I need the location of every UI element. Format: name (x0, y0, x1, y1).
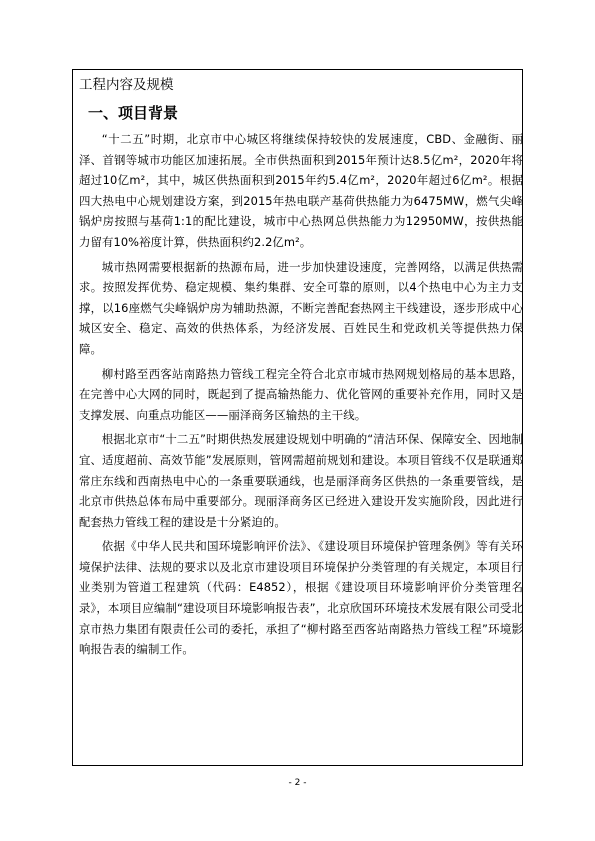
paragraph-development-principles: 根据北京市“十二五”时期供热发展建设规划中明确的“清洁环保、保障安全、因地制宜、适度超前、高效节能”发展原则，管网需超前规划和建设。本项目管线不仅是联通郑常庄东线和西南热电中心的一条重要联通线，也是丽泽商务区供热的一条重要管线，是北京市供热总体布局中重要部分。现丽泽商务区已经进入建设开发实施阶段，因此进行配套热力管线工程的建设是十分紧迫的。 (79, 432, 523, 529)
page-number: - 2 - (288, 778, 307, 788)
project-background-heading: 一、项目背景 (88, 104, 179, 122)
paragraph-heat-network: 城市热网需要根据新的热源布局，进一步加快建设速度，完善网络，以满足供热需求。按照发挥优势、稳定规模、集约集群、安全可靠的原则，以4个热电中心为主力支撑，以16座燃气尖峰锅炉房为辅助热源，不断完善配套热网主干线建设，逐步形成中心城区安全、稳定、高效的供热体系，为经济发展、百姓民生和党政机关等提供热力保障。 (79, 259, 523, 356)
paragraph-environmental-assessment: 依据《中华人民共和国环境影响评价法》、《建设项目环境保护管理条例》等有关环境保护法律、法规的要求以及北京市建设项目环境保护分类管理的有关规定，本项目行业类别为管道工程建筑（代码：E4852），根据《建设项目环境影响评价分类管理名录》，本项目应编制“建设项目环境影响报告表”，北京欣国环环境技术发展有限公司受北京市热力集团有限责任公司的委托，承担了“柳村路至西客站南路热力管线工程”环境影响报告表的编制工作。 (79, 539, 523, 657)
paragraph-heating-demand: “十二五”时期，北京市中心城区将继续保持较快的发展速度，CBD、金融街、丽泽、首钢等城市功能区加速拓展。全市供热面积到2015年预计达8.5亿m²，2020年将超过10亿m²，其中，城区供热面积到2015年约5.4亿m²，2020年超过6亿m²。根据四大热电中心规划建设方案，到2015年热电联产基荷供热能力为6475MW，燃气尖峰锅炉房按照与基荷1:1的配比建设，城市中心热网总供热能力为12950MW，按供热能力留有10%裕度计算，供热面积约2.2亿m²。 (79, 132, 523, 249)
section-title: 工程内容及规模 (79, 77, 174, 93)
paragraph-pipeline-significance: 柳村路至西客站南路热力管线工程完全符合北京市城市热网规划格局的基本思路，在完善中心大网的同时，既起到了提高输热能力、优化管网的重要补充作用，同时又是支撑发展、向重点功能区——丽泽商务区输热的主干线。 (79, 366, 523, 422)
body-text (79, 129, 523, 664)
